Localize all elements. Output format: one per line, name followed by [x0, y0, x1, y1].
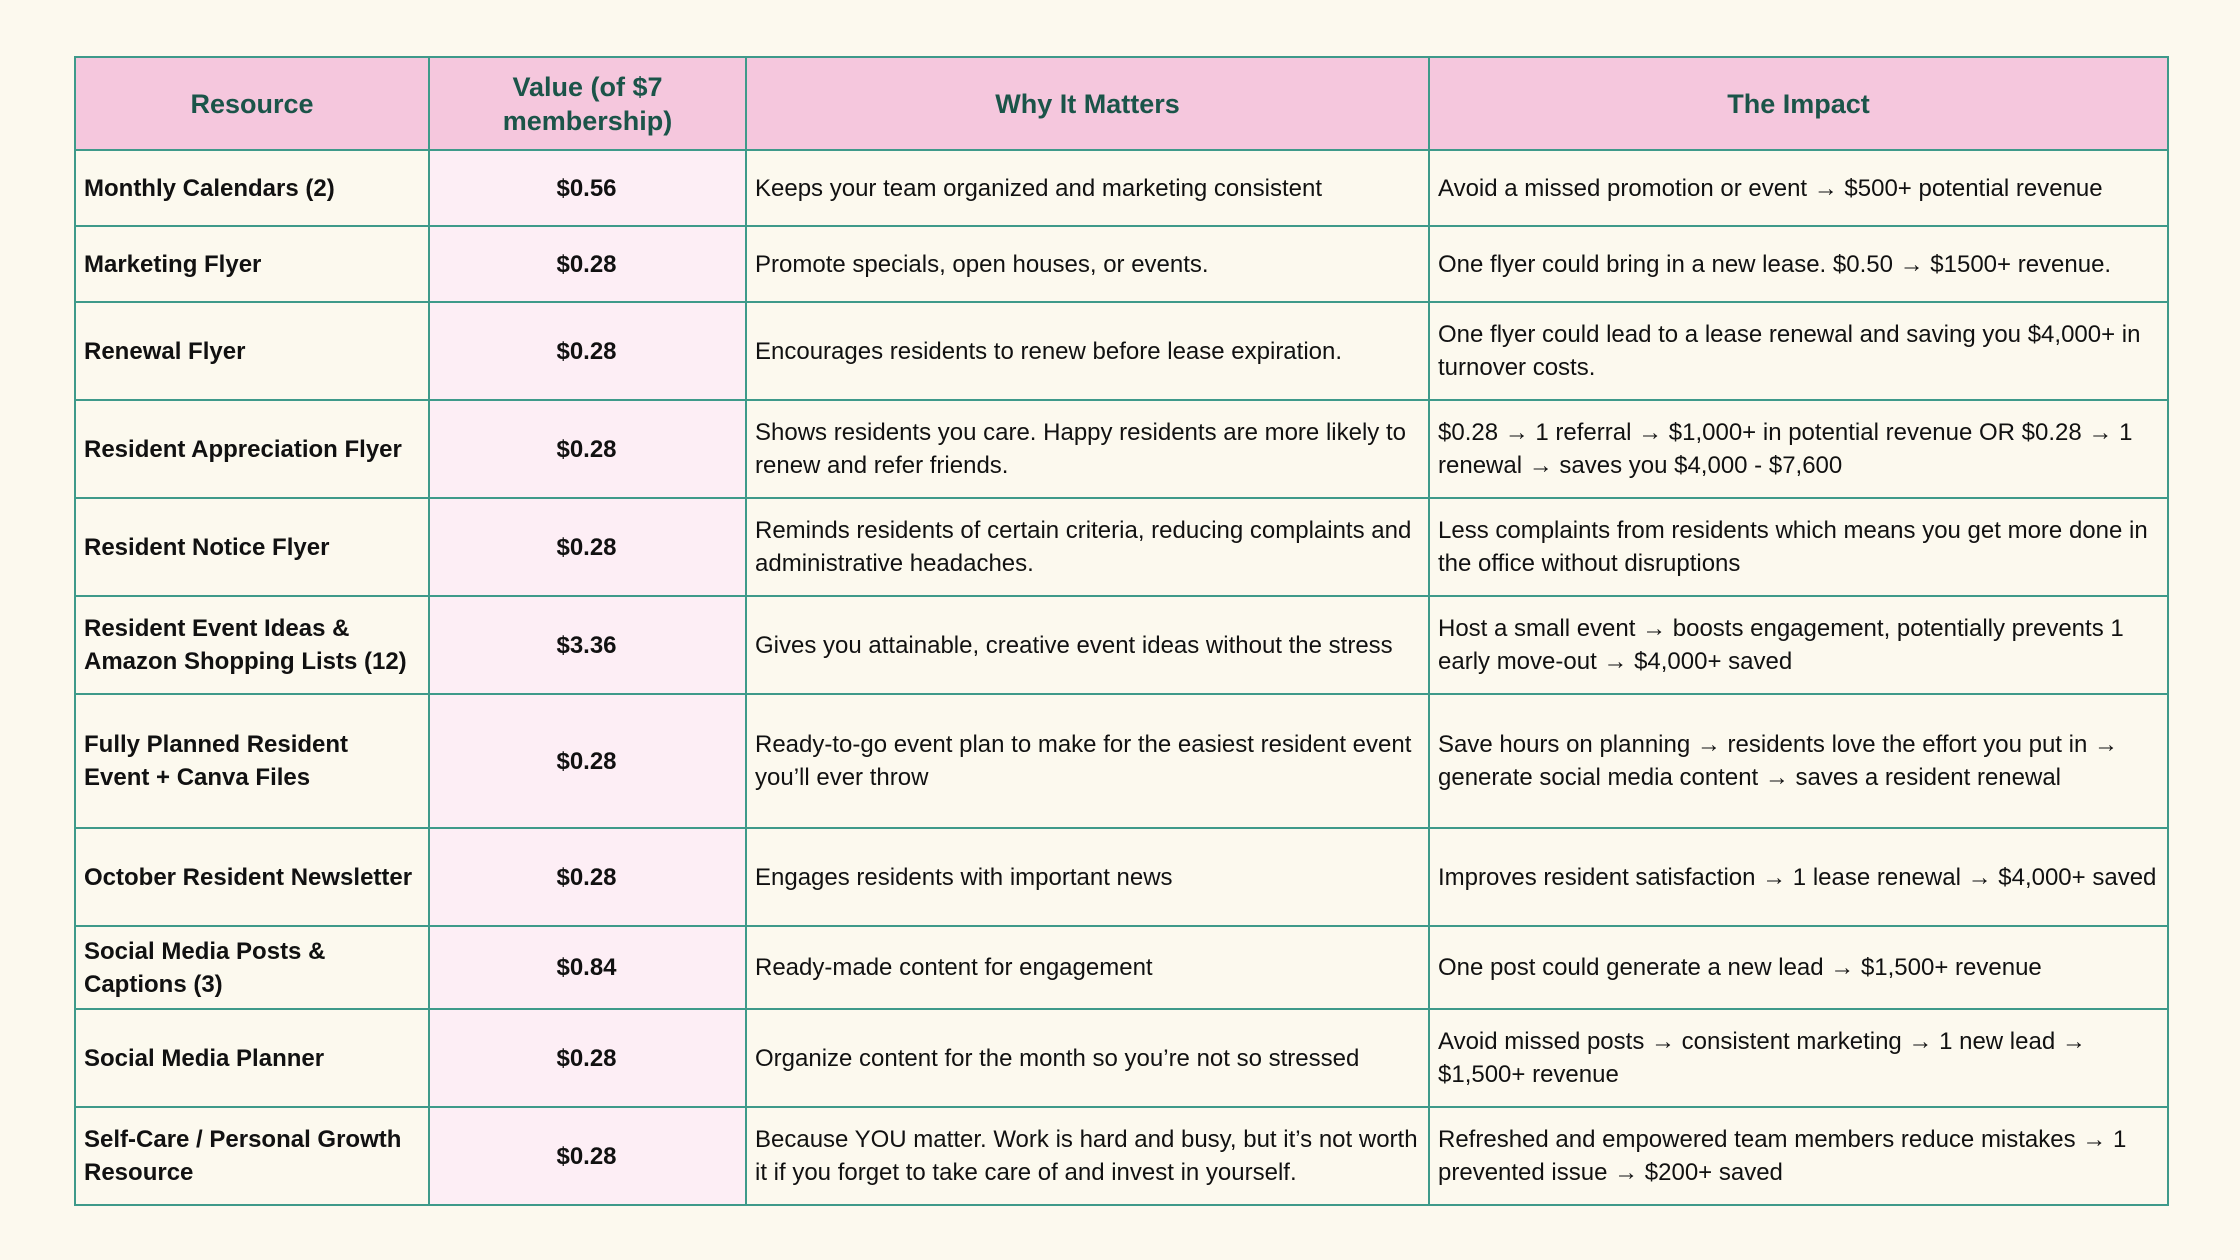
why-cell: Organize content for the month so you’re not so stressed: [746, 1009, 1429, 1107]
table-row: [75, 596, 2168, 694]
why-cell: Reminds residents of certain criteria, reducing complaints and administrative headaches.: [746, 498, 1429, 596]
why-cell: Keeps your team organized and marketing consistent: [746, 150, 1429, 226]
why-cell: Promote specials, open houses, or events.: [746, 226, 1429, 302]
impact-cell: Avoid missed posts → consistent marketing → 1 new lead → $1,500+ revenue: [1429, 1009, 2168, 1107]
why-cell: Shows residents you care. Happy residents are more likely to renew and refer friends.: [746, 400, 1429, 498]
resource-cell: Resident Event Ideas & Amazon Shopping Lists (12): [75, 596, 429, 694]
why-cell: Ready-to-go event plan to make for the easiest resident event you’ll ever throw: [746, 694, 1429, 828]
table-row: [75, 694, 2168, 828]
resource-cell: Resident Notice Flyer: [75, 498, 429, 596]
impact-cell: One flyer could bring in a new lease. $0.50 → $1500+ revenue.: [1429, 226, 2168, 302]
why-cell: Gives you attainable, creative event ideas without the stress: [746, 596, 1429, 694]
impact-cell: Less complaints from residents which means you get more done in the office without disruptions: [1429, 498, 2168, 596]
why-cell: Encourages residents to renew before lease expiration.: [746, 302, 1429, 400]
table-row: [75, 150, 2168, 226]
resource-value-table: [74, 56, 2169, 1206]
table-row: [75, 498, 2168, 596]
value-cell: $0.56: [429, 150, 746, 226]
value-cell: $0.28: [429, 302, 746, 400]
resource-cell: October Resident Newsletter: [75, 828, 429, 926]
impact-cell: Refreshed and empowered team members reduce mistakes → 1 prevented issue → $200+ saved: [1429, 1107, 2168, 1205]
value-cell: $0.84: [429, 926, 746, 1009]
impact-cell: One flyer could lead to a lease renewal and saving you $4,000+ in turnover costs.: [1429, 302, 2168, 400]
table-row: [75, 1009, 2168, 1107]
why-cell: Engages residents with important news: [746, 828, 1429, 926]
value-cell: $0.28: [429, 400, 746, 498]
resource-cell: Fully Planned Resident Event + Canva Files: [75, 694, 429, 828]
impact-cell: Improves resident satisfaction → 1 lease renewal → $4,000+ saved: [1429, 828, 2168, 926]
header-why-it-matters: Why It Matters: [746, 57, 1429, 150]
table-row: [75, 926, 2168, 1009]
why-cell: Ready-made content for engagement: [746, 926, 1429, 1009]
table-row: [75, 400, 2168, 498]
value-cell: $0.28: [429, 828, 746, 926]
resource-cell: Monthly Calendars (2): [75, 150, 429, 226]
table-row: [75, 226, 2168, 302]
header-value: Value (of $7 membership): [429, 57, 746, 150]
resource-cell: Self-Care / Personal Growth Resource: [75, 1107, 429, 1205]
table-row: [75, 302, 2168, 400]
value-cell: $3.36: [429, 596, 746, 694]
impact-cell: One post could generate a new lead → $1,500+ revenue: [1429, 926, 2168, 1009]
impact-cell: $0.28 → 1 referral → $1,000+ in potential revenue OR $0.28 → 1 renewal → saves you $4,000 - $7,600: [1429, 400, 2168, 498]
value-cell: $0.28: [429, 694, 746, 828]
header-row: [75, 57, 2168, 150]
table-row: [75, 828, 2168, 926]
table-header: [75, 57, 2168, 150]
resource-cell: Social Media Posts & Captions (3): [75, 926, 429, 1009]
impact-cell: Avoid a missed promotion or event → $500+ potential revenue: [1429, 150, 2168, 226]
why-cell: Because YOU matter. Work is hard and busy, but it’s not worth it if you forget to take care of and invest in yourself.: [746, 1107, 1429, 1205]
table-row: [75, 1107, 2168, 1205]
header-the-impact: The Impact: [1429, 57, 2168, 150]
impact-cell: Host a small event → boosts engagement, potentially prevents 1 early move-out → $4,000+ saved: [1429, 596, 2168, 694]
table-body: [75, 150, 2168, 1205]
value-cell: $0.28: [429, 226, 746, 302]
value-cell: $0.28: [429, 1009, 746, 1107]
impact-cell: Save hours on planning → residents love the effort you put in → generate social media content → saves a resident renewal: [1429, 694, 2168, 828]
header-resource: Resource: [75, 57, 429, 150]
resource-cell: Marketing Flyer: [75, 226, 429, 302]
value-cell: $0.28: [429, 1107, 746, 1205]
resource-cell: Resident Appreciation Flyer: [75, 400, 429, 498]
value-cell: $0.28: [429, 498, 746, 596]
resource-cell: Renewal Flyer: [75, 302, 429, 400]
resource-cell: Social Media Planner: [75, 1009, 429, 1107]
